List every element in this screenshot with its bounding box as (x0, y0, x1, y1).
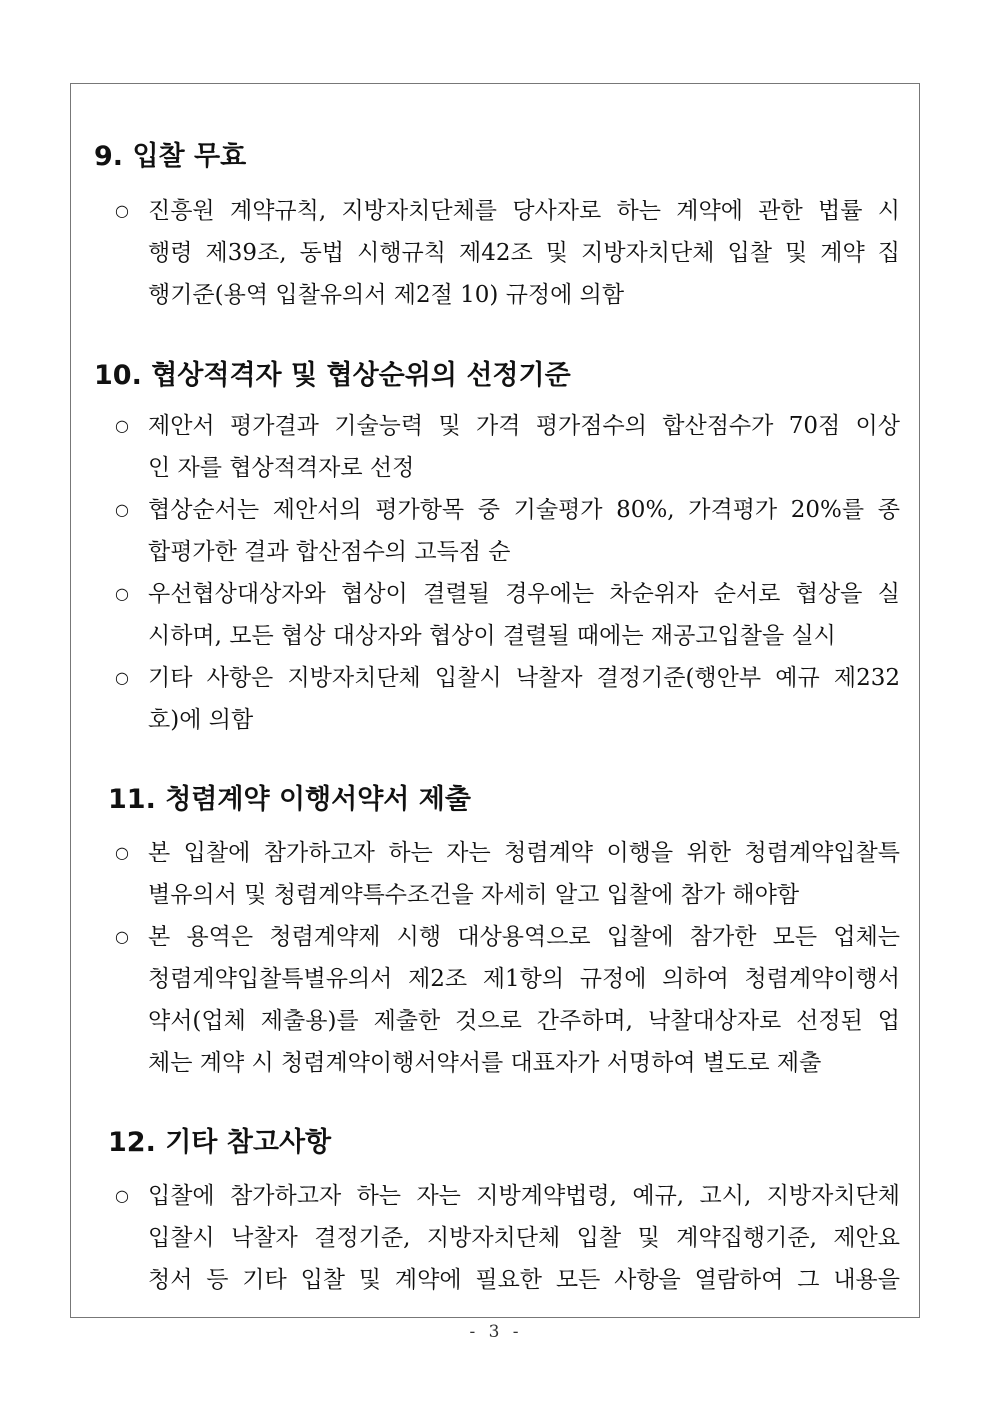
item-line: 별유의서 및 청렴계약특수조건을 자세히 알고 입찰에 참가 해야함 (148, 882, 800, 908)
item-line: 시하며, 모든 협상 대상자와 협상이 결렬될 때에는 재공고입찰을 실시 (148, 623, 836, 649)
bullet-circle-icon: ○ (115, 584, 129, 603)
bullet-circle-icon: ○ (115, 1186, 129, 1205)
item-line: 인 자를 협상적격자로 선정 (148, 455, 415, 481)
bullet-circle-icon: ○ (115, 927, 129, 946)
list-item (115, 573, 900, 657)
bullet-circle-icon: ○ (115, 843, 129, 862)
bullet-circle-icon: ○ (115, 668, 129, 687)
item-line: 합평가한 결과 합산점수의 고득점 순 (148, 539, 511, 565)
list-item (115, 832, 900, 916)
bullet-circle-icon: ○ (115, 500, 129, 519)
item-line: 호)에 의함 (148, 707, 254, 733)
list-item (115, 916, 900, 1084)
list-item (115, 489, 900, 573)
item-line: 입찰시 낙찰자 결정기준, 지방자치단체 입찰 및 계약집행기준, 제안요 (148, 1225, 900, 1251)
item-line: 본 입찰에 참가하고자 하는 자는 청렴계약 이행을 위한 청렴계약입찰특 (148, 840, 900, 866)
item-line: 약서(업체 제출용)를 제출한 것으로 간주하며, 낙찰대상자로 선정된 업 (148, 1008, 900, 1034)
item-line: 청렴계약입찰특별유의서 제2조 제1항의 규정에 의하여 청렴계약이행서 (148, 966, 900, 992)
list-item (115, 657, 900, 741)
bullet-circle-icon: ○ (115, 201, 129, 220)
item-line: 체는 계약 시 청렴계약이행서약서를 대표자가 서명하여 별도로 제출 (148, 1050, 822, 1076)
section-heading-11: 11. 청렴계약 이행서약서 제출 (108, 784, 471, 815)
item-line: 진흥원 계약규칙, 지방자치단체를 당사자로 하는 계약에 관한 법률 시 (148, 198, 900, 224)
item-line: 행령 제39조, 동법 시행규칙 제42조 및 지방자치단체 입찰 및 계약 집 (148, 240, 900, 266)
item-line: 우선협상대상자와 협상이 결렬될 경우에는 차순위자 순서로 협상을 실 (148, 581, 900, 607)
list-item (115, 190, 900, 316)
item-line: 제안서 평가결과 기술능력 및 가격 평가점수의 합산점수가 70점 이상 (148, 413, 900, 439)
list-item (115, 405, 900, 489)
page-number: - 3 - (469, 1322, 523, 1342)
item-line: 입찰에 참가하고자 하는 자는 지방계약법령, 예규, 고시, 지방자치단체 (148, 1183, 900, 1209)
item-line: 청서 등 기타 입찰 및 계약에 필요한 모든 사항을 열람하여 그 내용을 (148, 1267, 900, 1293)
item-line: 기타 사항은 지방자치단체 입찰시 낙찰자 결정기준(행안부 예규 제232 (148, 665, 900, 691)
section-heading-9: 9. 입찰 무효 (94, 141, 247, 172)
bullet-circle-icon: ○ (115, 416, 129, 435)
list-item (115, 1175, 900, 1301)
item-line: 행기준(용역 입찰유의서 제2절 10) 규정에 의함 (148, 282, 625, 308)
section-heading-10: 10. 협상적격자 및 협상순위의 선정기준 (94, 360, 571, 391)
item-line: 본 용역은 청렴계약제 시행 대상용역으로 입찰에 참가한 모든 업체는 (148, 924, 900, 950)
item-line: 협상순서는 제안서의 평가항목 중 기술평가 80%, 가격평가 20%를 종 (148, 497, 900, 523)
section-heading-12: 12. 기타 참고사항 (108, 1127, 332, 1158)
